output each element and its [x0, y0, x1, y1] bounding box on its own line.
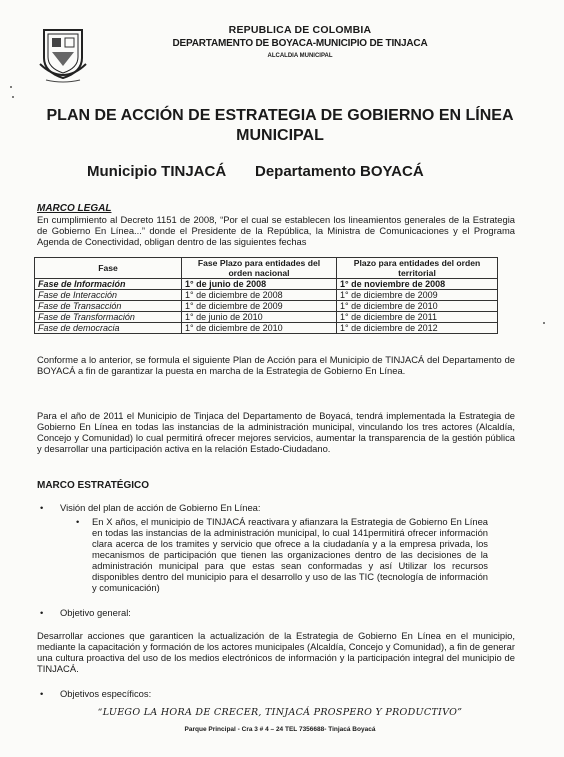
territorial-cell: 1° de diciembre de 2012 — [337, 323, 498, 334]
phases-table — [34, 257, 498, 334]
bullet-marker: • — [40, 688, 44, 699]
footer-motto: “LUEGO LA HORA DE CRECER, TINJACÁ PROSPERO Y PRODUCTIVO” — [97, 707, 463, 718]
territorial-cell: 1° de diciembre de 2009 — [337, 290, 498, 301]
fase-cell: Fase de democracia — [35, 323, 182, 334]
fase-cell: Fase de Información — [35, 279, 182, 290]
table-body — [35, 279, 498, 334]
table-header-row — [35, 258, 498, 279]
page-title: PLAN DE ACCIÓN DE ESTRATEGIA DE GOBIERNO EN LÍNEA MUNICIPAL — [46, 107, 514, 144]
table-row — [35, 279, 498, 290]
departamento-label: Departamento BOYACÁ — [255, 163, 424, 180]
scan-speck — [12, 96, 14, 98]
municipal-seal-icon — [34, 24, 92, 84]
vision-text: En X años, el municipio de TINJACÁ reactivara y afianzara la Estrategia de Gobierno En Línea en todas las instancias de la administración municipal, lo cual 141permitirá ofrecer información clara acerca de los tramites y servicio que ofrece a la ciudadanía y a la empresa privada, los mecanismos de participación que tienen las organizaciones dentro de las decisiones de la administración municipal para que estas sean conformadas y así Utilizar los recursos disponibles dentro del municipio para el desarrollo y uso de las TIC (tecnología de información y comunicación) — [92, 516, 488, 593]
header-department: DEPARTAMENTO DE BOYACA-MUNICIPIO DE TINJACA — [172, 38, 428, 49]
fase-cell: Fase de Transacción — [35, 301, 182, 312]
objetivo-general-text: Desarrollar acciones que garanticen la actualización de la Estrategia de Gobierno En Línea en el municipio, mediante la capacitación y formación de los actores municipales (Alcaldía, Concejo y Comunidad), a fin de generar una cultura proactiva del uso de los medios electrónicos de información y la participación integral del municipio de TINJACÁ. — [37, 630, 515, 674]
footer-address: Parque Principal - Cra 3 # 4 – 24 TEL 7356688- Tinjacá Boyacá — [184, 726, 376, 733]
bullet-marker: • — [40, 502, 44, 513]
sub-bullet-marker: • — [76, 516, 80, 527]
territorial-cell: 1° de diciembre de 2010 — [337, 301, 498, 312]
paragraph-conforme: Conforme a lo anterior, se formula el siguiente Plan de Acción para el Municipio de TINJACÁ del Departamento de BOYACÁ a fin de garantizar la puesta en marcha de la Estrategia de Gobierno En Línea. — [37, 354, 515, 376]
territorial-cell: 1° de diciembre de 2011 — [337, 312, 498, 323]
table-row — [35, 323, 498, 334]
nacional-cell: 1° de diciembre de 2008 — [182, 290, 337, 301]
nacional-cell: 1° de diciembre de 2009 — [182, 301, 337, 312]
header-republic: REPUBLICA DE COLOMBIA — [228, 24, 372, 36]
table-header-territorial: Plazo para entidades del orden territorial — [337, 258, 498, 279]
table-row — [35, 290, 498, 301]
scan-speck — [10, 86, 12, 88]
nacional-cell: 1° de diciembre de 2010 — [182, 323, 337, 334]
bullet-marker: • — [40, 607, 44, 618]
paragraph-vision-2011: Para el año de 2011 el Municipio de Tinjaca del Departamento de Boyacá, tendrá implementada la Estrategia de Gobierno En Línea en todas las instancias de la administración municipal, vinculando los tres actores (Alcaldía, Concejo y Comunidad) lo cual permitirá ofrecer mejores servicios, aumentar la transparencia de la gestión pública y desarrollar una participación activa en la relación Estado-Ciudadano. — [37, 410, 515, 454]
fase-cell: Fase de Interacción — [35, 290, 182, 301]
objetivo-general-label: Objetivo general: — [60, 607, 131, 618]
territorial-cell: 1° de noviembre de 2008 — [337, 279, 498, 290]
table-header-nacional: Fase Plazo para entidades del orden nacional — [182, 258, 337, 279]
marco-legal-heading: MARCO LEGAL — [37, 203, 112, 214]
scan-speck — [543, 322, 545, 324]
marco-legal-text: En cumplimiento al Decreto 1151 de 2008, “Por el cual se establecen los lineamientos generales de la Estrategia de Gobierno En Línea...” donde el Presidente de la República, la Ministra de Comunicaciones y el Programa Agenda de Conectividad, obligan dentro de las siguientes fechas — [37, 214, 515, 247]
table-row — [35, 312, 498, 323]
header-alcaldia: ALCALDIA MUNICIPAL — [267, 53, 333, 59]
fase-cell: Fase de Transformación — [35, 312, 182, 323]
nacional-cell: 1° de junio de 2008 — [182, 279, 337, 290]
table-row — [35, 301, 498, 312]
objetivos-especificos-label: Objetivos específicos: — [60, 688, 152, 699]
marco-estrategico-heading: MARCO ESTRATÉGICO — [37, 480, 150, 491]
vision-label: Visión del plan de acción de Gobierno En Línea: — [60, 502, 261, 513]
municipio-label: Municipio TINJACÁ — [87, 163, 227, 180]
nacional-cell: 1° de junio de 2010 — [182, 312, 337, 323]
table-header-fase: Fase — [35, 258, 182, 279]
